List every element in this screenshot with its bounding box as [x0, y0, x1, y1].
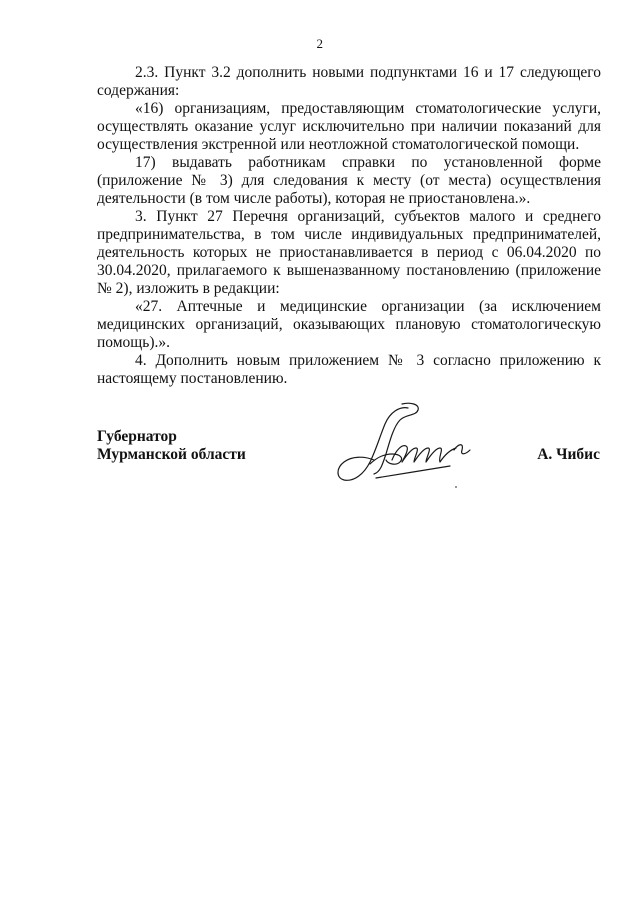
signatory-region: Мурманской области [97, 446, 246, 463]
signatory-title: Губернатор [97, 428, 177, 445]
paragraph-subitem-17: 17) выдавать работникам справки по установленной форме (приложение № 3) для следования к месту (от места) осуществления деятельности (в том числе работы), которая не приостановлена.». [97, 154, 601, 207]
handwritten-signature [330, 400, 490, 500]
signatory-position [97, 428, 246, 464]
paragraph-item-27: «27. Аптечные и медицинские организации (за исключением медицинских организаций, оказывающих плановую стоматологическую помощь).». [97, 298, 601, 351]
paragraph-3: 3. Пункт 27 Перечня организаций, субъектов малого и среднего предпринимательства, в том числе индивидуальных предпринимателей, деятельность которых не приостанавливается в период с 06.04.2020 по 30.04.2020, прилагаемого к вышеназванному постановлению (приложение № 2), изложить в редакции: [97, 208, 601, 297]
paragraph-4: 4. Дополнить новым приложением № 3 согласно приложению к настоящему постановлению. [97, 352, 601, 387]
paragraph-subitem-16: «16) организациям, предоставляющим стоматологические услуги, осуществлять оказание услуг исключительно при наличии показаний для осуществления экстренной или неотложной стоматологической помощи. [97, 100, 601, 153]
paragraph-2-3: 2.3. Пункт 3.2 дополнить новыми подпунктами 16 и 17 следующего содержания: [97, 64, 601, 99]
signatory-name: А. Чибис [537, 446, 600, 463]
scan-artifact [455, 486, 457, 488]
page-number: 2 [316, 36, 324, 51]
document-body [97, 64, 601, 388]
